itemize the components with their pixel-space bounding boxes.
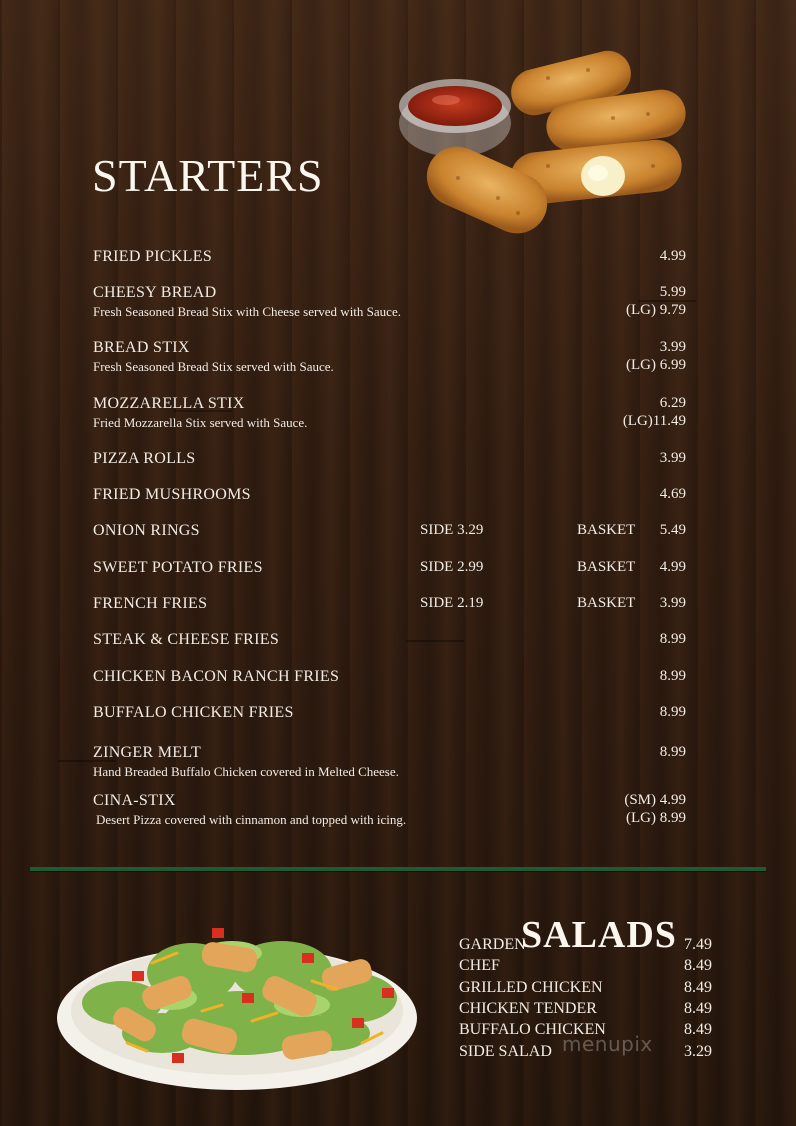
item-price: 4.99 bbox=[659, 559, 686, 575]
item-price: 6.29 bbox=[659, 395, 686, 411]
item-basket-label: BASKET bbox=[577, 559, 636, 575]
salad-price: 7.49 bbox=[684, 936, 712, 953]
item-name: FRIED PICKLES bbox=[93, 248, 213, 265]
item-name: ZINGER MELT bbox=[93, 744, 202, 761]
item-side-price: SIDE 3.29 bbox=[420, 522, 484, 538]
item-description: Desert Pizza covered with cinnamon and topped with icing. bbox=[96, 812, 407, 827]
salad-name: GARDEN bbox=[459, 936, 526, 953]
item-name: SWEET POTATO FRIES bbox=[93, 559, 263, 576]
item-description: Fresh Seasoned Bread Stix with Cheese served with Sauce. bbox=[93, 304, 401, 319]
item-basket-label: BASKET bbox=[577, 522, 636, 538]
salad-name: CHEF bbox=[459, 957, 500, 974]
salad-price: 3.29 bbox=[684, 1043, 712, 1060]
item-price: 8.99 bbox=[659, 631, 686, 647]
item-basket-label: BASKET bbox=[577, 595, 636, 611]
mozzarella-sticks-image bbox=[398, 48, 698, 243]
item-description: Fresh Seasoned Bread Stix served with Sauce. bbox=[93, 359, 334, 374]
salad-price: 8.49 bbox=[684, 979, 712, 996]
chicken-salad-image bbox=[52, 893, 422, 1093]
item-name: STEAK & CHEESE FRIES bbox=[93, 631, 280, 648]
item-name: BUFFALO CHICKEN FRIES bbox=[93, 704, 294, 721]
salad-price: 8.49 bbox=[684, 1000, 712, 1017]
item-name: BREAD STIX bbox=[93, 339, 190, 356]
item-description: Hand Breaded Buffalo Chicken covered in Melted Cheese. bbox=[93, 764, 399, 779]
item-price-large: (LG) 6.99 bbox=[626, 357, 686, 373]
item-name: CINA-STIX bbox=[93, 792, 176, 809]
item-price-large: (LG)11.49 bbox=[622, 413, 686, 429]
item-side-price: SIDE 2.19 bbox=[420, 595, 484, 611]
salads-heading: SALADS bbox=[521, 913, 677, 956]
item-price: 4.69 bbox=[659, 486, 686, 502]
item-side-price: SIDE 2.99 bbox=[420, 559, 484, 575]
salad-name: BUFFALO CHICKEN bbox=[459, 1021, 606, 1038]
item-price: 3.99 bbox=[659, 450, 686, 466]
wood-plank-seam bbox=[406, 640, 464, 642]
item-name: ONION RINGS bbox=[93, 522, 200, 539]
item-price-large: (LG) 8.99 bbox=[626, 810, 686, 826]
salad-price: 8.49 bbox=[684, 957, 712, 974]
salad-name: SIDE SALAD bbox=[459, 1043, 552, 1060]
item-price: 3.99 bbox=[659, 595, 686, 611]
item-price: 8.99 bbox=[659, 704, 686, 720]
item-price: 3.99 bbox=[659, 339, 686, 355]
item-price: 5.99 bbox=[659, 284, 686, 300]
item-price: 4.99 bbox=[659, 248, 686, 264]
starters-heading: STARTERS bbox=[92, 149, 324, 201]
salad-name: GRILLED CHICKEN bbox=[459, 979, 603, 996]
item-name: PIZZA ROLLS bbox=[93, 450, 196, 467]
salad-price: 8.49 bbox=[684, 1021, 712, 1038]
salad-name: CHICKEN TENDER bbox=[459, 1000, 597, 1017]
item-price-small: (SM) 4.99 bbox=[624, 792, 686, 808]
item-price: 8.99 bbox=[659, 668, 686, 684]
item-description: Fried Mozzarella Stix served with Sauce. bbox=[93, 415, 308, 430]
item-price: 5.49 bbox=[659, 522, 686, 538]
watermark: menupix bbox=[562, 1032, 653, 1056]
item-name: FRENCH FRIES bbox=[93, 595, 208, 612]
section-divider bbox=[30, 867, 766, 871]
item-name: CHEESY BREAD bbox=[93, 284, 217, 301]
item-name: CHICKEN BACON RANCH FRIES bbox=[93, 668, 340, 685]
item-name: MOZZARELLA STIX bbox=[93, 395, 245, 412]
item-price-large: (LG) 9.79 bbox=[626, 302, 686, 318]
item-name: FRIED MUSHROOMS bbox=[93, 486, 251, 503]
item-price: 8.99 bbox=[659, 744, 686, 760]
